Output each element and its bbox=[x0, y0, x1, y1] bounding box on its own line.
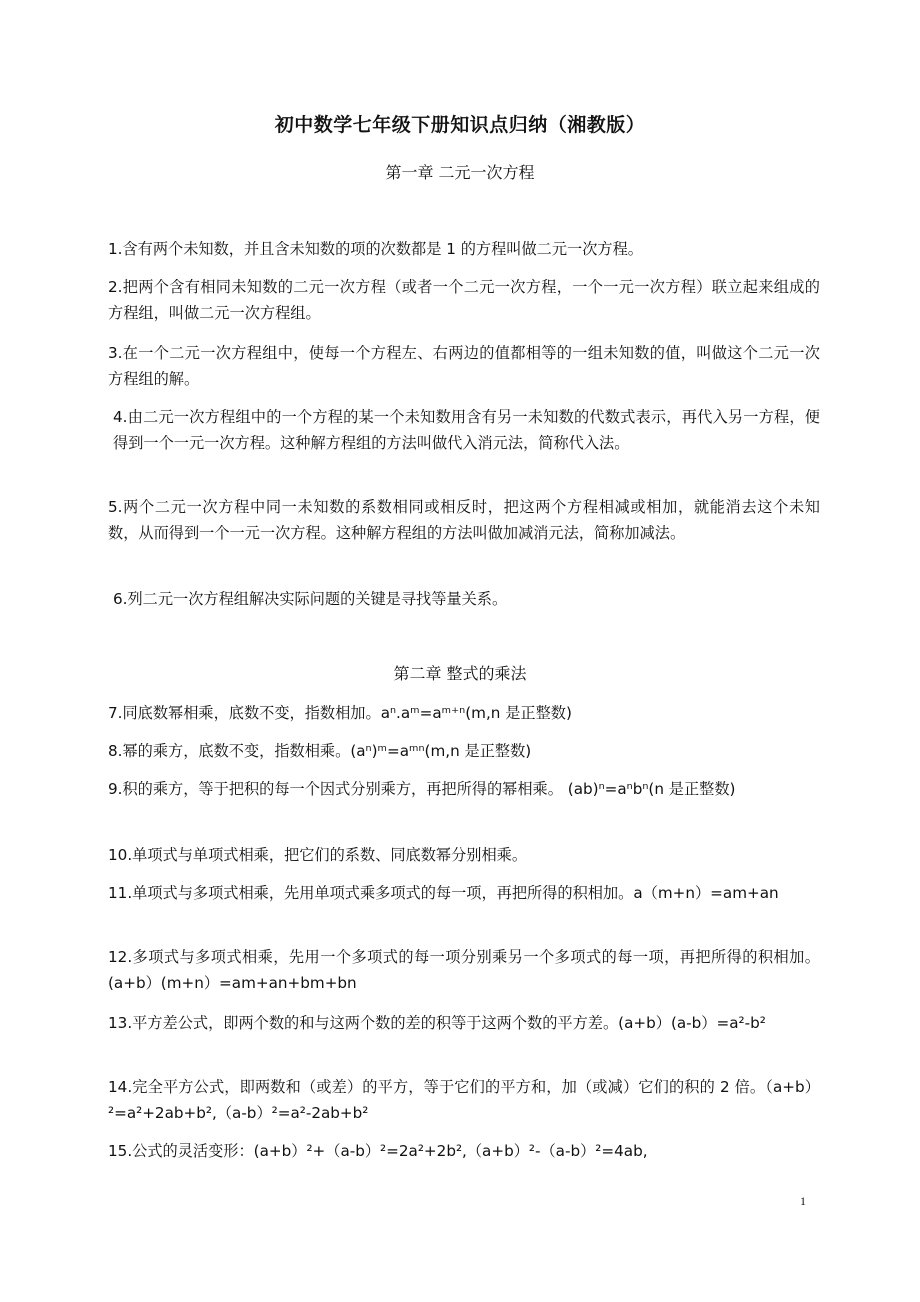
formula: （a+b）²=a²+2ab+b²,（a-b）²=a²-2ab+b² bbox=[108, 1078, 820, 1122]
chapter-heading-1: 第一章 二元一次方程 bbox=[385, 163, 535, 182]
paragraph-1: 1.含有两个未知数，并且含未知数的项的次数都是 1 的方程叫做二元一次方程。 bbox=[108, 240, 643, 258]
paragraph-11: 11.单项式与多项式相乘，先用单项式乘多项式的每一项，再把所得的积相加。a（m+n）=am+an bbox=[108, 884, 779, 902]
item-text: 8.幂的乘方，底数不变，指数相乘。 bbox=[108, 742, 351, 760]
condition: (n 是正整数) bbox=[648, 780, 736, 798]
paragraph-5: 5.两个二元一次方程中同一未知数的系数相同或相反时，把这两个方程相减或相加，就能消去这个未知数，从而得到一个一元一次方程。这种解方程组的方法叫做加减消元法，简称加减法。 bbox=[108, 498, 820, 542]
item-text: 13.平方差公式，即两个数的和与这两个数的差的积等于这两个数的平方差。 bbox=[108, 1014, 619, 1032]
document-title: 初中数学七年级下册知识点归纳（湘教版） bbox=[274, 114, 646, 136]
paragraph-10: 10.单项式与单项式相乘，把它们的系数、同底数幂分别相乘。 bbox=[108, 846, 528, 864]
paragraph-15 bbox=[108, 1138, 820, 1164]
paragraph-6: 6.列二元一次方程组解决实际问题的关键是寻找等量关系。 bbox=[113, 590, 508, 608]
item-text: 7.同底数幂相乘，底数不变，指数相加。 bbox=[108, 704, 381, 722]
paragraph-8 bbox=[108, 738, 820, 764]
paragraph-4: 4.由二元一次方程组中的一个方程的某一个未知数用含有另一未知数的代数式表示，再代入另一方程，便得到一个一元一次方程。这种解方程组的方法叫做代入消元法，简称代入法。 bbox=[113, 408, 820, 452]
condition: (m,n 是正整数) bbox=[465, 704, 572, 722]
page-number: 1 bbox=[800, 1194, 806, 1208]
paragraph-9 bbox=[108, 776, 820, 802]
item-text: 14.完全平方公式，即两数和（或差）的平方，等于它们的平方和，加（或减）它们的积的 2 倍。 bbox=[108, 1078, 766, 1096]
formula: (a+b）(a-b）=a²-b² bbox=[618, 1014, 766, 1032]
paragraph-7 bbox=[108, 700, 820, 726]
paragraph-2: 2.把两个含有相同未知数的二元一次方程（或者一个二元一次方程，一个一元一次方程）联立起来组成的方程组，叫做二元一次方程组。 bbox=[108, 278, 820, 322]
formula: (ab)ⁿ=aⁿbⁿ bbox=[567, 780, 649, 798]
condition: (m,n 是正整数) bbox=[424, 742, 532, 760]
formula: (a+b）²+（a-b）²=2a²+2b²,（a+b）²-（a-b）²=4ab, bbox=[253, 1142, 648, 1160]
formula: aⁿ.aᵐ=aᵐ⁺ⁿ bbox=[380, 704, 466, 722]
item-text: 15.公式的灵活变形： bbox=[108, 1142, 254, 1160]
paragraph-12: 12.多项式与多项式相乘，先用一个多项式的每一项分别乘另一个多项式的每一项，再把所得的积相加。(a+b）(m+n）=am+an+bm+bn bbox=[108, 948, 820, 992]
item-text: 9.积的乘方，等于把积的每一个因式分别乘方，再把所得的幂相乘。 bbox=[108, 780, 568, 798]
paragraph-14 bbox=[108, 1074, 820, 1126]
paragraph-3: 3.在一个二元一次方程组中，使每一个方程左、右两边的值都相等的一组未知数的值，叫做这个二元一次方程组的解。 bbox=[108, 344, 820, 388]
chapter-heading-2: 第二章 整式的乘法 bbox=[393, 664, 527, 683]
paragraph-13 bbox=[108, 1010, 820, 1036]
formula: (aⁿ)ᵐ=aᵐⁿ bbox=[350, 742, 425, 760]
